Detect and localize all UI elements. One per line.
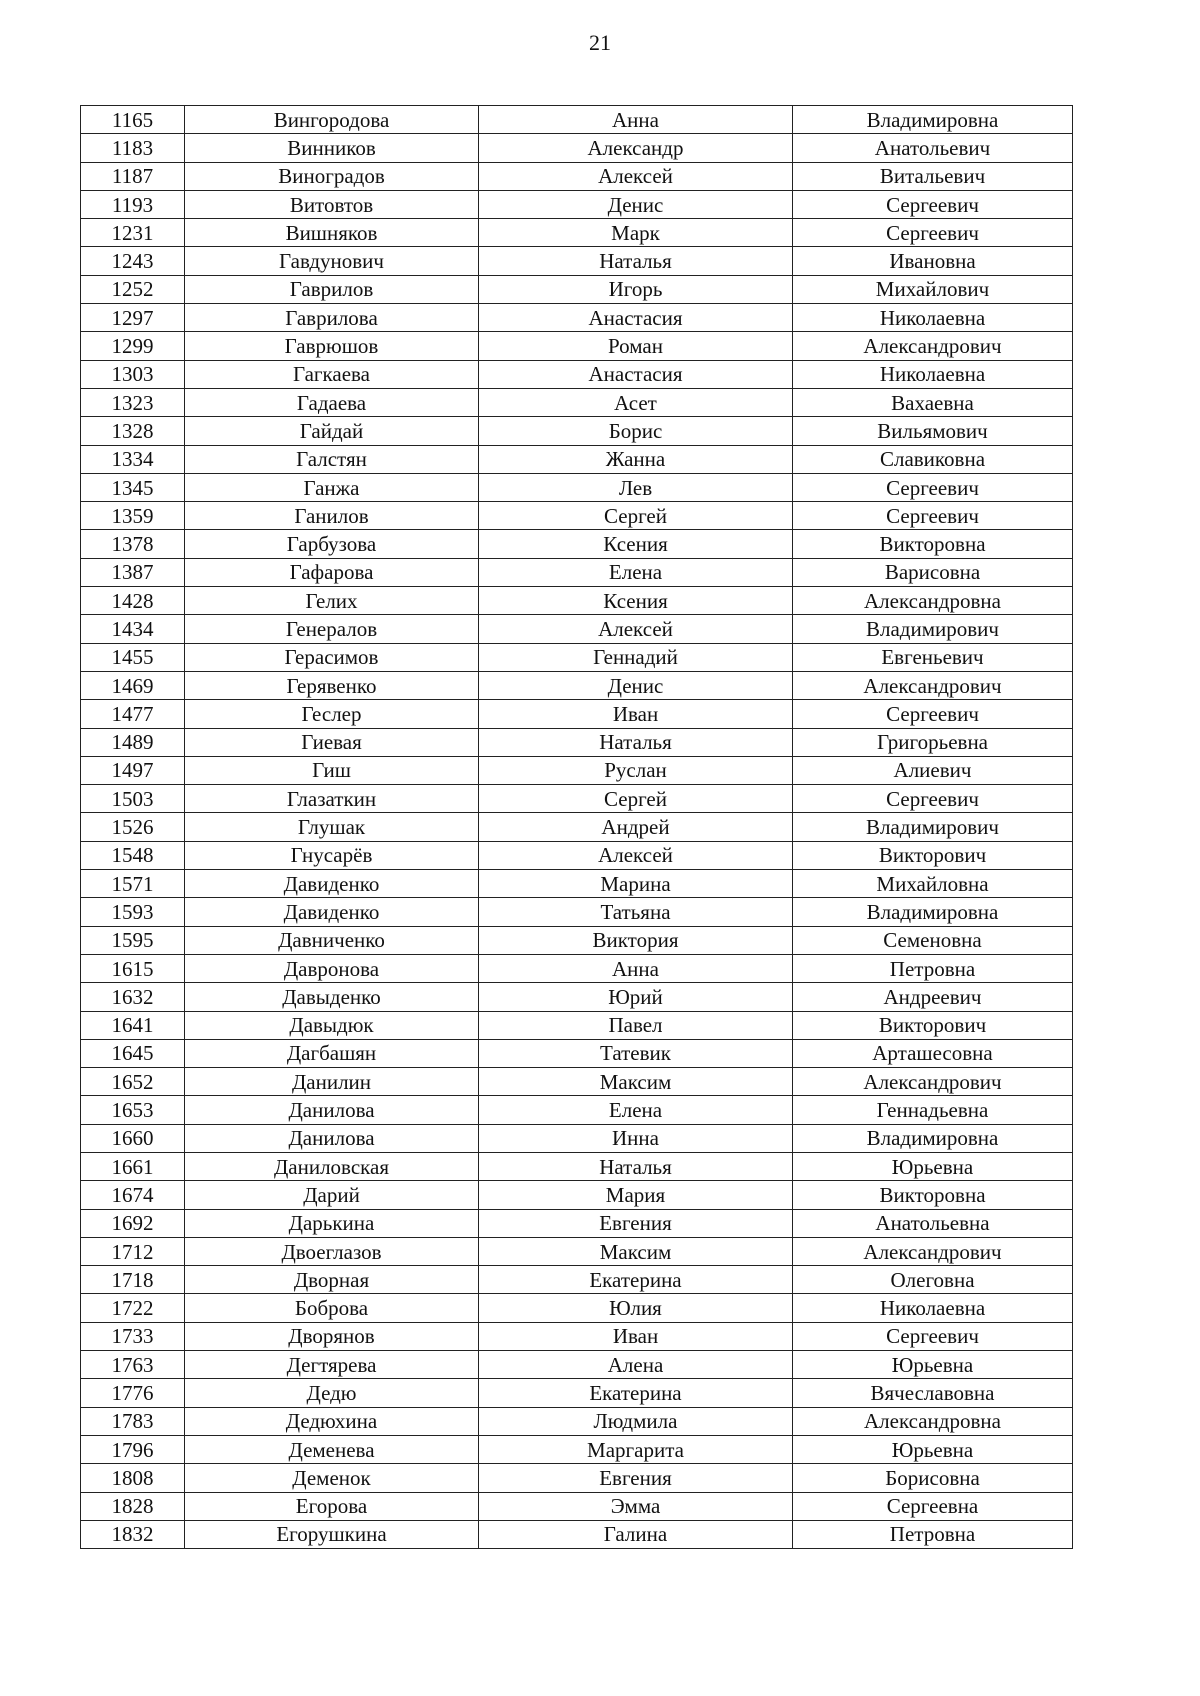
first-name-cell: Алексей	[479, 841, 793, 869]
page-number: 21	[589, 30, 611, 55]
patronymic-cell: Григорьевна	[793, 728, 1073, 756]
table-row	[81, 1096, 1073, 1124]
row-number-cell: 1323	[81, 388, 185, 416]
row-number-cell: 1345	[81, 473, 185, 501]
first-name-cell: Асет	[479, 388, 793, 416]
row-number-cell: 1299	[81, 332, 185, 360]
patronymic-cell: Витальевич	[793, 162, 1073, 190]
patronymic-cell: Владимировна	[793, 1124, 1073, 1152]
row-number-cell: 1718	[81, 1266, 185, 1294]
table-row	[81, 247, 1073, 275]
first-name-cell: Наталья	[479, 728, 793, 756]
patronymic-cell: Петровна	[793, 1520, 1073, 1548]
patronymic-cell: Евгеньевич	[793, 643, 1073, 671]
table-row	[81, 898, 1073, 926]
row-number-cell: 1231	[81, 219, 185, 247]
patronymic-cell: Александровна	[793, 587, 1073, 615]
last-name-cell: Давниченко	[185, 926, 479, 954]
patronymic-cell: Геннадьевна	[793, 1096, 1073, 1124]
table-row	[81, 1152, 1073, 1180]
first-name-cell: Александр	[479, 134, 793, 162]
table-row	[81, 162, 1073, 190]
first-name-cell: Наталья	[479, 1152, 793, 1180]
row-number-cell: 1796	[81, 1435, 185, 1463]
table-row	[81, 1068, 1073, 1096]
patronymic-cell: Вячеславовна	[793, 1379, 1073, 1407]
patronymic-cell: Сергеевич	[793, 785, 1073, 813]
first-name-cell: Максим	[479, 1068, 793, 1096]
first-name-cell: Денис	[479, 190, 793, 218]
table-row	[81, 1294, 1073, 1322]
patronymic-cell: Славиковна	[793, 445, 1073, 473]
last-name-cell: Вингородова	[185, 106, 479, 134]
row-number-cell: 1674	[81, 1181, 185, 1209]
table-row	[81, 388, 1073, 416]
row-number-cell: 1653	[81, 1096, 185, 1124]
row-number-cell: 1183	[81, 134, 185, 162]
last-name-cell: Дедюхина	[185, 1407, 479, 1435]
patronymic-cell: Владимировна	[793, 106, 1073, 134]
first-name-cell: Анастасия	[479, 360, 793, 388]
table-row	[81, 219, 1073, 247]
first-name-cell: Иван	[479, 700, 793, 728]
first-name-cell: Галина	[479, 1520, 793, 1548]
last-name-cell: Егорова	[185, 1492, 479, 1520]
patronymic-cell: Юрьевна	[793, 1152, 1073, 1180]
last-name-cell: Галстян	[185, 445, 479, 473]
table-row	[81, 983, 1073, 1011]
first-name-cell: Анна	[479, 106, 793, 134]
table-row	[81, 1492, 1073, 1520]
table-row	[81, 756, 1073, 784]
last-name-cell: Гадаева	[185, 388, 479, 416]
row-number-cell: 1297	[81, 304, 185, 332]
table-row	[81, 700, 1073, 728]
patronymic-cell: Михайловна	[793, 870, 1073, 898]
row-number-cell: 1783	[81, 1407, 185, 1435]
table-row	[81, 643, 1073, 671]
last-name-cell: Ганжа	[185, 473, 479, 501]
row-number-cell: 1660	[81, 1124, 185, 1152]
patronymic-cell: Александровна	[793, 1407, 1073, 1435]
patronymic-cell: Петровна	[793, 954, 1073, 982]
last-name-cell: Герявенко	[185, 671, 479, 699]
last-name-cell: Витовтов	[185, 190, 479, 218]
patronymic-cell: Олеговна	[793, 1266, 1073, 1294]
patronymic-cell: Викторович	[793, 1011, 1073, 1039]
last-name-cell: Гелих	[185, 587, 479, 615]
first-name-cell: Юрий	[479, 983, 793, 1011]
patronymic-cell: Семеновна	[793, 926, 1073, 954]
patronymic-cell: Владимировна	[793, 898, 1073, 926]
patronymic-cell: Викторовна	[793, 530, 1073, 558]
last-name-cell: Данилин	[185, 1068, 479, 1096]
row-number-cell: 1455	[81, 643, 185, 671]
last-name-cell: Боброва	[185, 1294, 479, 1322]
row-number-cell: 1641	[81, 1011, 185, 1039]
first-name-cell: Елена	[479, 1096, 793, 1124]
first-name-cell: Татьяна	[479, 898, 793, 926]
last-name-cell: Вишняков	[185, 219, 479, 247]
table-row	[81, 1124, 1073, 1152]
table-row	[81, 190, 1073, 218]
row-number-cell: 1808	[81, 1464, 185, 1492]
last-name-cell: Глушак	[185, 813, 479, 841]
row-number-cell: 1722	[81, 1294, 185, 1322]
table-row	[81, 1407, 1073, 1435]
patronymic-cell: Юрьевна	[793, 1435, 1073, 1463]
last-name-cell: Егорушкина	[185, 1520, 479, 1548]
first-name-cell: Денис	[479, 671, 793, 699]
last-name-cell: Герасимов	[185, 643, 479, 671]
first-name-cell: Иван	[479, 1322, 793, 1350]
last-name-cell: Дедю	[185, 1379, 479, 1407]
table-row	[81, 813, 1073, 841]
patronymic-cell: Александрович	[793, 1237, 1073, 1265]
row-number-cell: 1243	[81, 247, 185, 275]
table-row	[81, 671, 1073, 699]
first-name-cell: Алексей	[479, 615, 793, 643]
first-name-cell: Алексей	[479, 162, 793, 190]
table-row	[81, 530, 1073, 558]
first-name-cell: Борис	[479, 417, 793, 445]
patronymic-cell: Николаевна	[793, 1294, 1073, 1322]
row-number-cell: 1571	[81, 870, 185, 898]
table-row	[81, 587, 1073, 615]
last-name-cell: Гарбузова	[185, 530, 479, 558]
patronymic-cell: Вильямович	[793, 417, 1073, 445]
last-name-cell: Глазаткин	[185, 785, 479, 813]
first-name-cell: Екатерина	[479, 1379, 793, 1407]
patronymic-cell: Викторович	[793, 841, 1073, 869]
patronymic-cell: Вахаевна	[793, 388, 1073, 416]
table-row	[81, 417, 1073, 445]
patronymic-cell: Михайлович	[793, 275, 1073, 303]
table-row	[81, 1011, 1073, 1039]
last-name-cell: Гаврилов	[185, 275, 479, 303]
patronymic-cell: Николаевна	[793, 304, 1073, 332]
table-row	[81, 954, 1073, 982]
table-row	[81, 1322, 1073, 1350]
row-number-cell: 1489	[81, 728, 185, 756]
first-name-cell: Жанна	[479, 445, 793, 473]
first-name-cell: Ксения	[479, 530, 793, 558]
first-name-cell: Андрей	[479, 813, 793, 841]
last-name-cell: Ганилов	[185, 502, 479, 530]
first-name-cell: Лев	[479, 473, 793, 501]
last-name-cell: Гайдай	[185, 417, 479, 445]
last-name-cell: Гнусарёв	[185, 841, 479, 869]
row-number-cell: 1187	[81, 162, 185, 190]
patronymic-cell: Андреевич	[793, 983, 1073, 1011]
first-name-cell: Екатерина	[479, 1266, 793, 1294]
patronymic-cell: Александрович	[793, 332, 1073, 360]
last-name-cell: Генералов	[185, 615, 479, 643]
row-number-cell: 1595	[81, 926, 185, 954]
table-row	[81, 1209, 1073, 1237]
patronymic-cell: Сергеевич	[793, 700, 1073, 728]
last-name-cell: Дагбашян	[185, 1039, 479, 1067]
row-number-cell: 1387	[81, 558, 185, 586]
table-row	[81, 841, 1073, 869]
patronymic-cell: Викторовна	[793, 1181, 1073, 1209]
row-number-cell: 1378	[81, 530, 185, 558]
table-row	[81, 1181, 1073, 1209]
patronymic-cell: Арташесовна	[793, 1039, 1073, 1067]
first-name-cell: Анна	[479, 954, 793, 982]
first-name-cell: Анастасия	[479, 304, 793, 332]
row-number-cell: 1477	[81, 700, 185, 728]
patronymic-cell: Анатольевич	[793, 134, 1073, 162]
table-row	[81, 1520, 1073, 1548]
table-row	[81, 332, 1073, 360]
last-name-cell: Дворянов	[185, 1322, 479, 1350]
row-number-cell: 1733	[81, 1322, 185, 1350]
roster-table	[80, 105, 1073, 1549]
table-row	[81, 445, 1073, 473]
last-name-cell: Геслер	[185, 700, 479, 728]
patronymic-cell: Владимирович	[793, 813, 1073, 841]
first-name-cell: Инна	[479, 1124, 793, 1152]
row-number-cell: 1503	[81, 785, 185, 813]
first-name-cell: Сергей	[479, 785, 793, 813]
first-name-cell: Павел	[479, 1011, 793, 1039]
first-name-cell: Игорь	[479, 275, 793, 303]
last-name-cell: Деменок	[185, 1464, 479, 1492]
patronymic-cell: Александрович	[793, 1068, 1073, 1096]
patronymic-cell: Сергеевич	[793, 1322, 1073, 1350]
patronymic-cell: Владимирович	[793, 615, 1073, 643]
patronymic-cell: Анатольевна	[793, 1209, 1073, 1237]
row-number-cell: 1615	[81, 954, 185, 982]
last-name-cell: Дегтярева	[185, 1351, 479, 1379]
table-row	[81, 1237, 1073, 1265]
table-row	[81, 1379, 1073, 1407]
last-name-cell: Дарий	[185, 1181, 479, 1209]
last-name-cell: Дарькина	[185, 1209, 479, 1237]
last-name-cell: Данилова	[185, 1096, 479, 1124]
table-row	[81, 728, 1073, 756]
table-row	[81, 785, 1073, 813]
last-name-cell: Гиевая	[185, 728, 479, 756]
patronymic-cell: Сергеевич	[793, 502, 1073, 530]
last-name-cell: Гафарова	[185, 558, 479, 586]
row-number-cell: 1252	[81, 275, 185, 303]
first-name-cell: Ксения	[479, 587, 793, 615]
first-name-cell: Маргарита	[479, 1435, 793, 1463]
last-name-cell: Винников	[185, 134, 479, 162]
first-name-cell: Руслан	[479, 756, 793, 784]
patronymic-cell: Сергеевич	[793, 473, 1073, 501]
last-name-cell: Гаврюшов	[185, 332, 479, 360]
row-number-cell: 1692	[81, 1209, 185, 1237]
first-name-cell: Елена	[479, 558, 793, 586]
table-row	[81, 1266, 1073, 1294]
table-row	[81, 870, 1073, 898]
row-number-cell: 1428	[81, 587, 185, 615]
table-row	[81, 1351, 1073, 1379]
patronymic-cell: Борисовна	[793, 1464, 1073, 1492]
last-name-cell: Деменева	[185, 1435, 479, 1463]
row-number-cell: 1469	[81, 671, 185, 699]
row-number-cell: 1328	[81, 417, 185, 445]
last-name-cell: Двоеглазов	[185, 1237, 479, 1265]
last-name-cell: Давыденко	[185, 983, 479, 1011]
row-number-cell: 1334	[81, 445, 185, 473]
row-number-cell: 1832	[81, 1520, 185, 1548]
last-name-cell: Гагкаева	[185, 360, 479, 388]
row-number-cell: 1434	[81, 615, 185, 643]
table-row	[81, 106, 1073, 134]
first-name-cell: Юлия	[479, 1294, 793, 1322]
last-name-cell: Давиденко	[185, 870, 479, 898]
patronymic-cell: Ивановна	[793, 247, 1073, 275]
first-name-cell: Наталья	[479, 247, 793, 275]
last-name-cell: Давиденко	[185, 898, 479, 926]
table-row	[81, 1464, 1073, 1492]
row-number-cell: 1763	[81, 1351, 185, 1379]
last-name-cell: Давыдюк	[185, 1011, 479, 1039]
patronymic-cell: Николаевна	[793, 360, 1073, 388]
last-name-cell: Данилова	[185, 1124, 479, 1152]
first-name-cell: Геннадий	[479, 643, 793, 671]
first-name-cell: Евгения	[479, 1464, 793, 1492]
first-name-cell: Максим	[479, 1237, 793, 1265]
row-number-cell: 1303	[81, 360, 185, 388]
row-number-cell: 1776	[81, 1379, 185, 1407]
table-row	[81, 558, 1073, 586]
first-name-cell: Мария	[479, 1181, 793, 1209]
first-name-cell: Марк	[479, 219, 793, 247]
table-row	[81, 304, 1073, 332]
patronymic-cell: Варисовна	[793, 558, 1073, 586]
row-number-cell: 1548	[81, 841, 185, 869]
row-number-cell: 1359	[81, 502, 185, 530]
patronymic-cell: Сергеевич	[793, 190, 1073, 218]
first-name-cell: Татевик	[479, 1039, 793, 1067]
table-row	[81, 1039, 1073, 1067]
table-row	[81, 473, 1073, 501]
row-number-cell: 1828	[81, 1492, 185, 1520]
row-number-cell: 1497	[81, 756, 185, 784]
patronymic-cell: Александрович	[793, 671, 1073, 699]
row-number-cell: 1645	[81, 1039, 185, 1067]
first-name-cell: Алена	[479, 1351, 793, 1379]
patronymic-cell: Сергеевна	[793, 1492, 1073, 1520]
table-row	[81, 615, 1073, 643]
first-name-cell: Эмма	[479, 1492, 793, 1520]
last-name-cell: Дворная	[185, 1266, 479, 1294]
last-name-cell: Давронова	[185, 954, 479, 982]
first-name-cell: Марина	[479, 870, 793, 898]
table-row	[81, 1435, 1073, 1463]
roster-body	[81, 106, 1073, 1549]
first-name-cell: Роман	[479, 332, 793, 360]
row-number-cell: 1661	[81, 1152, 185, 1180]
last-name-cell: Виноградов	[185, 162, 479, 190]
table-row	[81, 360, 1073, 388]
first-name-cell: Людмила	[479, 1407, 793, 1435]
last-name-cell: Гаврилова	[185, 304, 479, 332]
row-number-cell: 1652	[81, 1068, 185, 1096]
row-number-cell: 1632	[81, 983, 185, 1011]
row-number-cell: 1526	[81, 813, 185, 841]
table-row	[81, 134, 1073, 162]
table-row	[81, 275, 1073, 303]
last-name-cell: Гиш	[185, 756, 479, 784]
patronymic-cell: Алиевич	[793, 756, 1073, 784]
patronymic-cell: Сергеевич	[793, 219, 1073, 247]
first-name-cell: Сергей	[479, 502, 793, 530]
table-row	[81, 926, 1073, 954]
row-number-cell: 1165	[81, 106, 185, 134]
last-name-cell: Даниловская	[185, 1152, 479, 1180]
first-name-cell: Евгения	[479, 1209, 793, 1237]
row-number-cell: 1193	[81, 190, 185, 218]
last-name-cell: Гавдунович	[185, 247, 479, 275]
row-number-cell: 1712	[81, 1237, 185, 1265]
table-row	[81, 502, 1073, 530]
row-number-cell: 1593	[81, 898, 185, 926]
first-name-cell: Виктория	[479, 926, 793, 954]
patronymic-cell: Юрьевна	[793, 1351, 1073, 1379]
